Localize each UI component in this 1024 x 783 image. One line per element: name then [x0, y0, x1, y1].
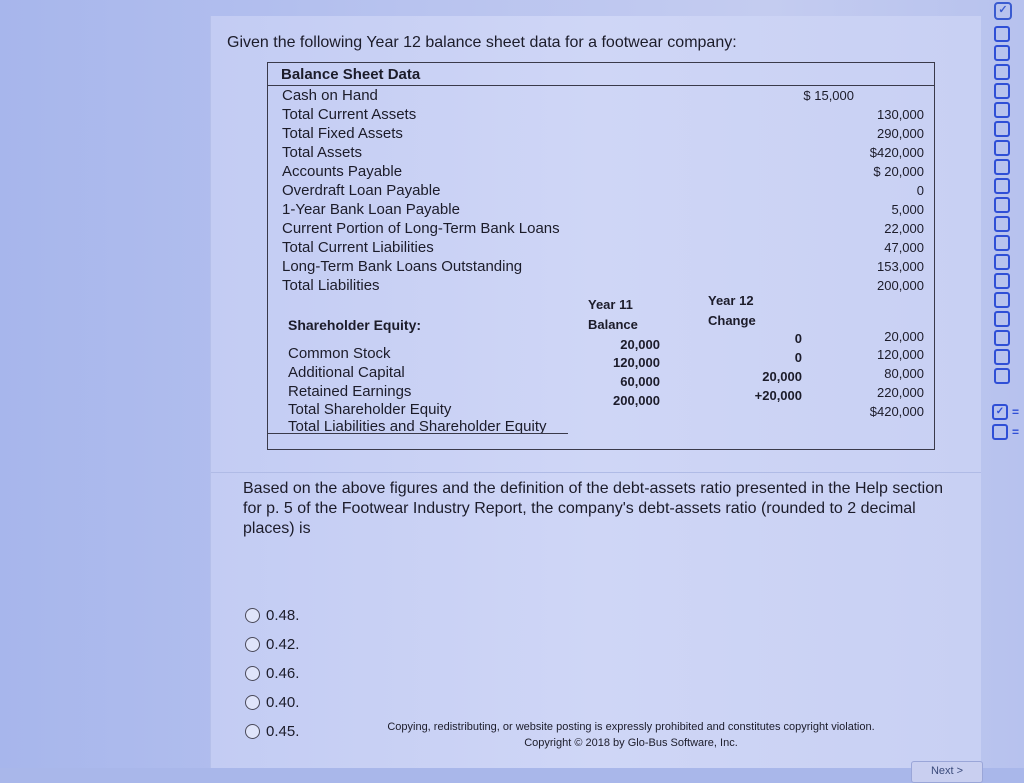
copyright-notice — [331, 719, 931, 751]
balance-sheet-header — [268, 63, 934, 86]
row-label: Long-Term Bank Loans Outstanding — [282, 258, 523, 275]
row-value: $ 15,000 — [803, 88, 854, 103]
question-nav-item[interactable] — [994, 140, 1010, 156]
column-heading-year11-title: Year 11 — [588, 297, 633, 312]
equity-value: $420,000 — [869, 404, 924, 419]
copyright-line-2: Copyright © 2018 by Glo-Bus Software, Inc. — [524, 737, 738, 749]
question-section — [211, 16, 981, 470]
question-nav-item[interactable] — [994, 330, 1010, 346]
equity-change-value: 0 — [794, 331, 802, 346]
equity-heading: Shareholder Equity: — [288, 317, 422, 333]
equity-change-value: 20,000 — [762, 369, 802, 384]
balance-sheet-table — [267, 62, 935, 450]
row-label: Total Current Liabilities — [282, 239, 434, 256]
column-heading-year12-sub: Change — [708, 313, 756, 328]
row-value: 5,000 — [891, 202, 924, 217]
equity-year11-value: 20,000 — [620, 337, 660, 352]
row-value: 22,000 — [884, 221, 924, 236]
answered-question-icon[interactable]: ✓ — [994, 2, 1012, 20]
answer-option-label: 0.45. — [266, 723, 300, 740]
row-label: Current Portion of Long-Term Bank Loans — [282, 220, 560, 237]
question-nav-item[interactable] — [994, 311, 1010, 327]
question-nav-item[interactable] — [994, 254, 1010, 270]
row-label: Total Fixed Assets — [282, 125, 403, 142]
row-value: 130,000 — [877, 107, 924, 122]
answer-option-label: 0.42. — [266, 636, 300, 653]
answered-legend-icon: ✓ — [992, 404, 1008, 420]
question-nav-item[interactable] — [994, 197, 1010, 213]
question-nav-item[interactable] — [994, 121, 1010, 137]
equity-row-label: Retained Earnings — [288, 383, 412, 400]
equity-value: 80,000 — [884, 366, 924, 381]
table-bottom-divider — [268, 433, 568, 434]
row-label: Accounts Payable — [282, 163, 403, 180]
legend-answered-text: = — [1012, 405, 1020, 419]
legend-unanswered — [992, 424, 1019, 440]
answer-option[interactable] — [245, 659, 299, 688]
row-value: 0 — [916, 183, 924, 198]
answer-option[interactable] — [245, 717, 299, 746]
question-nav-item[interactable] — [994, 64, 1010, 80]
answer-option-label: 0.48. — [266, 607, 300, 624]
radio-button[interactable] — [245, 695, 260, 710]
question-nav-item[interactable] — [994, 45, 1010, 61]
question-nav-item[interactable] — [994, 216, 1010, 232]
equity-year11-value: 60,000 — [620, 374, 660, 389]
radio-button[interactable] — [245, 608, 260, 623]
equity-value: 20,000 — [884, 329, 924, 344]
equity-row-label: Total Shareholder Equity — [288, 401, 452, 418]
column-heading-year12 — [708, 291, 756, 331]
question-nav-item[interactable] — [994, 292, 1010, 308]
equity-change-value: 0 — [794, 350, 802, 365]
question-nav-item[interactable] — [994, 102, 1010, 118]
radio-button[interactable] — [245, 724, 260, 739]
column-heading-year11-sub: Balance — [588, 317, 638, 332]
equity-row-label: Common Stock — [288, 345, 391, 362]
unanswered-legend-icon — [992, 424, 1008, 440]
radio-button[interactable] — [245, 666, 260, 681]
radio-button[interactable] — [245, 637, 260, 652]
equity-year11-value: 120,000 — [613, 355, 660, 370]
question-nav-item[interactable] — [994, 349, 1010, 365]
answer-option[interactable] — [245, 630, 299, 659]
answer-option-label: 0.40. — [266, 694, 300, 711]
question-nav-item[interactable] — [994, 178, 1010, 194]
question-nav-item[interactable] — [994, 26, 1010, 42]
row-label: Total Liabilities — [282, 277, 380, 294]
row-label: Cash on Hand — [282, 87, 378, 104]
question-nav-item[interactable] — [994, 368, 1010, 384]
prompt-section — [211, 472, 981, 777]
legend-answered — [992, 404, 1019, 420]
question-navigator — [988, 0, 1024, 440]
question-nav-item[interactable] — [994, 159, 1010, 175]
row-value: 200,000 — [877, 278, 924, 293]
answer-option[interactable] — [245, 688, 299, 717]
question-prompt: Based on the above figures and the definition of the debt-assets ratio presented in the Help section for p. 5 of the Footwear Industry Report, the company's debt-assets ratio (rounded to 2 decimal places) is — [243, 480, 944, 537]
row-label: Total Assets — [282, 144, 363, 161]
equity-value: 220,000 — [877, 385, 924, 400]
row-label: 1-Year Bank Loan Payable — [282, 201, 460, 218]
question-nav-item[interactable] — [994, 273, 1010, 289]
next-button[interactable]: Next > — [911, 761, 983, 783]
equity-value: 120,000 — [877, 347, 924, 362]
row-value: 47,000 — [884, 240, 924, 255]
balance-sheet-title: Balance Sheet Data — [281, 66, 421, 83]
answer-option-label: 0.46. — [266, 665, 300, 682]
equity-year11-value: 200,000 — [613, 393, 660, 408]
legend-unanswered-text: = — [1012, 425, 1020, 439]
row-value: 290,000 — [877, 126, 924, 141]
row-label: Total Current Assets — [282, 106, 417, 123]
column-heading-year12-title: Year 12 — [708, 293, 754, 308]
row-label: Overdraft Loan Payable — [282, 182, 441, 199]
question-nav-item[interactable] — [994, 235, 1010, 251]
answer-option[interactable] — [245, 601, 299, 630]
row-value: $ 20,000 — [873, 164, 924, 179]
equity-row-label: Additional Capital — [288, 364, 405, 381]
row-value: $420,000 — [869, 145, 924, 160]
question-nav-item[interactable] — [994, 83, 1010, 99]
row-value: 153,000 — [877, 259, 924, 274]
equity-row-label: Total Liabilities and Shareholder Equity — [288, 418, 547, 435]
column-heading-year11 — [588, 295, 638, 335]
question-intro: Given the following Year 12 balance sheet data for a footwear company: — [227, 34, 737, 51]
question-panel — [210, 16, 981, 777]
answer-options — [245, 601, 299, 746]
equity-change-value: +20,000 — [754, 388, 802, 403]
copyright-line-1: Copying, redistributing, or website posting is expressly prohibited and constitutes copyright violation. — [387, 721, 875, 733]
